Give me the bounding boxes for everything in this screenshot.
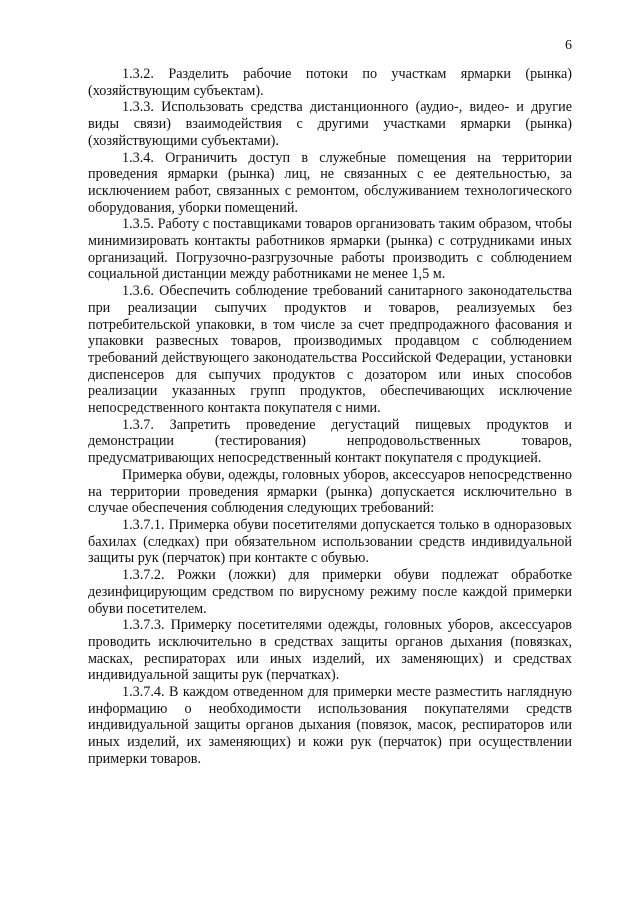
paragraph-1-3-7-3: 1.3.7.3. Примерку посетителями одежды, головных уборов, аксессуаров проводить исключительно в средствах защиты органов дыхания (повязках, масках, респираторах или иных изделий, их заменяющих) и средствах индивидуальной защиты рук (перчатках). <box>88 617 572 684</box>
paragraph-1-3-4: 1.3.4. Ограничить доступ в служебные помещения на территории проведения ярмарки (рынка) лиц, не связанных с ее деятельностью, за исключением работ, связанных с ремонтом, обслуживанием технологического оборудования, уборки помещений. <box>88 149 572 216</box>
paragraph-1-3-3: 1.3.3. Использовать средства дистанционного (аудио-, видео- и другие виды связи) взаимодействия с другими участками ярмарки (рынка) (хозяйствующими субъектами). <box>88 99 572 149</box>
paragraph-fitting-rules: Примерка обуви, одежды, головных уборов, аксессуаров непосредственно на территории проведения ярмарки (рынка) допускается исключительно в случае обеспечения соблюдения следующих требований: <box>88 466 572 517</box>
paragraph-1-3-7: 1.3.7. Запретить проведение дегустаций пищевых продуктов и демонстрации (тестирования) непродовольственных товаров, предусматривающих непосредственный контакт покупателя с продукцией. <box>88 416 572 467</box>
paragraph-1-3-7-2: 1.3.7.2. Рожки (ложки) для примерки обуви подлежат обработке дезинфицирующим средством по вирусному режиму после каждой примерки обуви посетителем. <box>88 567 572 617</box>
page-number: 6 <box>565 38 572 53</box>
paragraph-1-3-6: 1.3.6. Обеспечить соблюдение требований санитарного законодательства при реализации сыпучих продуктов и товаров, реализуемых без потребительской упаковки, в том числе за счет предпродажного фасования и упаковки развесных товаров, производимых продавцом с соблюдением требований действующего законодательства Российской Федерации, установки диспенсеров для сыпучих продуктов с дозатором или иных способов реализации указанных групп продуктов, обеспечивающих исключение непосредственного контакта покупателя с ними. <box>88 283 572 417</box>
paragraph-1-3-7-4: 1.3.7.4. В каждом отведенном для примерки месте разместить наглядную информацию о необходимости использования покупателями средств индивидуальной защиты органов дыхания (повязок, масок, респираторов или иных изделий, их заменяющих) и кожи рук (перчаток) при осуществлении примерки товаров. <box>88 684 572 767</box>
paragraph-1-3-2: 1.3.2. Разделить рабочие потоки по участкам ярмарки (рынка) (хозяйствующим субъектам). <box>88 66 572 99</box>
paragraph-1-3-5: 1.3.5. Работу с поставщиками товаров организовать таким образом, чтобы минимизировать контакты работников ярмарки (рынка) с сотрудниками иных организаций. Погрузочно-разгрузочные работы производить с соблюдением социальной дистанции между работниками не менее 1,5 м. <box>88 216 572 283</box>
paragraph-1-3-7-1: 1.3.7.1. Примерка обуви посетителями допускается только в одноразовых бахилах (следках) при обязательном использовании средств индивидуальной защиты рук (перчаток) при контакте с обувью. <box>88 516 572 567</box>
document-body <box>88 66 572 768</box>
